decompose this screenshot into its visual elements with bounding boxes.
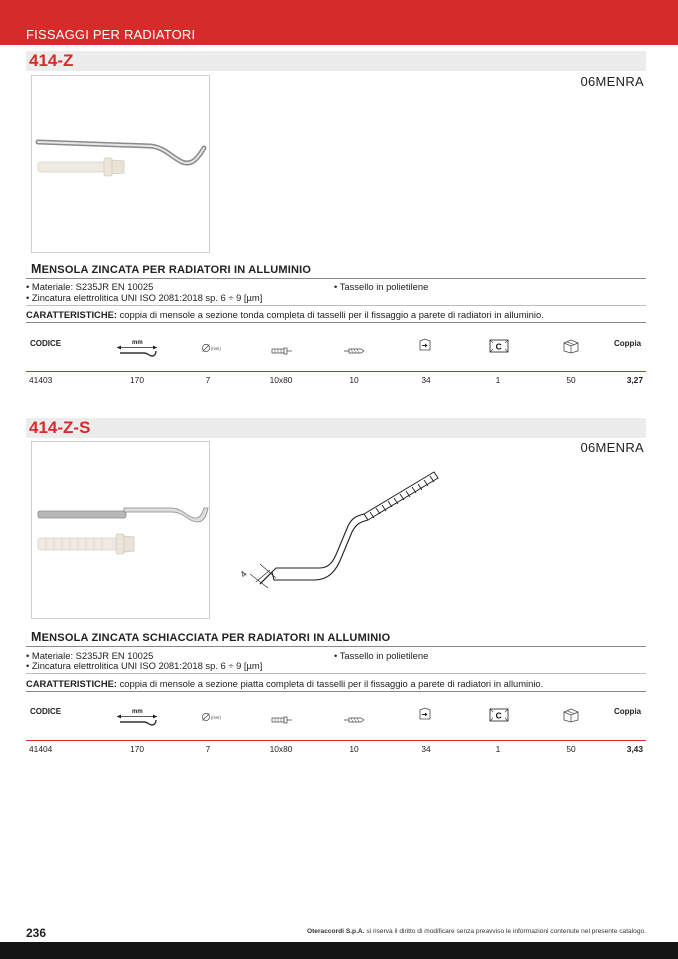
cell-anchor: 10x80 [269,375,293,385]
technical-drawing [230,460,450,615]
cell-box: 50 [566,744,576,754]
catalog-code: 06MENRA [580,440,644,455]
length-icon [114,707,160,734]
table-divider [26,740,646,741]
spec-coating: • Zincatura elettrolitica UNI ISO 2081:2018 sp. 6 ÷ 9 [µm] [26,292,263,303]
characteristics: CARATTERISTICHE: coppia di mensole a sezione tonda completa di tasselli per il fissaggio a parete di radiatori in alluminio. [26,309,544,320]
spec-coating: • Zincatura elettrolitica UNI ISO 2081:2018 sp. 6 ÷ 9 [µm] [26,660,263,671]
flat-bracket-image [32,442,209,618]
divider [26,646,646,647]
diameter-icon [201,340,223,358]
svg-text:C: C [495,710,502,721]
anchor-icon [271,711,293,729]
table-divider [26,371,646,372]
cell-pack: 1 [495,744,501,754]
wall-depth-icon [418,338,432,357]
header-bar [0,0,678,45]
product-code: 414-Z-S [29,418,91,437]
length-icon [114,338,160,365]
cell-diameter: 7 [205,375,211,385]
cell-depth: 34 [421,744,431,754]
cell-code: 41404 [29,744,53,754]
divider [26,673,646,674]
col-header-coppia: Coppia [614,339,642,348]
col-header-coppia: Coppia [614,707,642,716]
col-header-codice: CODICE [30,339,62,348]
col-header-codice: CODICE [30,707,62,716]
product-code: 414-Z [29,51,74,70]
length-unit: mm [132,709,143,715]
catalog-code: 06MENRA [580,74,644,89]
cell-box: 50 [566,375,576,385]
spec-material: • Materiale: S235JR EN 10025 [26,281,154,292]
cell-price: 3,27 [626,375,643,385]
product-code-bar [26,418,646,438]
cell-anchor: 10x80 [269,744,293,754]
cell-pack: 1 [495,375,501,385]
cell-drill: 10 [349,744,359,754]
characteristics: CARATTERISTICHE: coppia di mensole a sezione piatta completa di tasselli per il fissaggio a parete di radiatori in alluminio. [26,678,544,689]
header-title: FISSAGGI PER RADIATORI [26,27,196,42]
product-photo [31,441,210,619]
dimension-label: 4 [238,568,249,580]
package-c-icon [489,339,509,358]
cell-diameter: 7 [205,744,211,754]
diameter-unit: (mm) [211,346,221,351]
length-unit: mm [132,340,143,346]
bracket-image [32,76,209,252]
drill-bit-icon [343,342,365,360]
cell-code: 41403 [29,375,53,385]
footer-bar [0,942,678,959]
spec-anchor: • Tassello in polietilene [334,281,429,292]
divider [26,305,646,306]
page-number: 236 [26,926,47,940]
box-icon [562,338,580,359]
divider [26,322,646,323]
divider [26,691,646,692]
cell-length: 170 [130,375,144,385]
divider [26,278,646,279]
cell-drill: 10 [349,375,359,385]
cell-price: 3,43 [626,744,643,754]
spec-material: • Materiale: S235JR EN 10025 [26,650,154,661]
svg-text:C: C [495,341,502,352]
product-title: MENSOLA ZINCATA PER RADIATORI IN ALLUMINIO [31,262,312,276]
cell-depth: 34 [421,375,431,385]
package-c-icon [489,708,509,727]
diameter-icon [201,709,223,727]
diameter-unit: (mm) [211,715,221,720]
product-title: MENSOLA ZINCATA SCHIACCIATA PER RADIATORI IN ALLUMINIO [31,630,391,644]
drill-bit-icon [343,711,365,729]
footer-disclaimer: Oteraccordi S.p.A. si riserva il diritto di modificare senza preavviso le informazioni contenute nel presente catalogo. [306,928,646,935]
product-code-bar [26,51,646,71]
wall-depth-icon [418,707,432,726]
anchor-icon [271,342,293,360]
cell-length: 170 [130,744,144,754]
spec-anchor: • Tassello in polietilene [334,650,429,661]
box-icon [562,707,580,728]
product-photo [31,75,210,253]
